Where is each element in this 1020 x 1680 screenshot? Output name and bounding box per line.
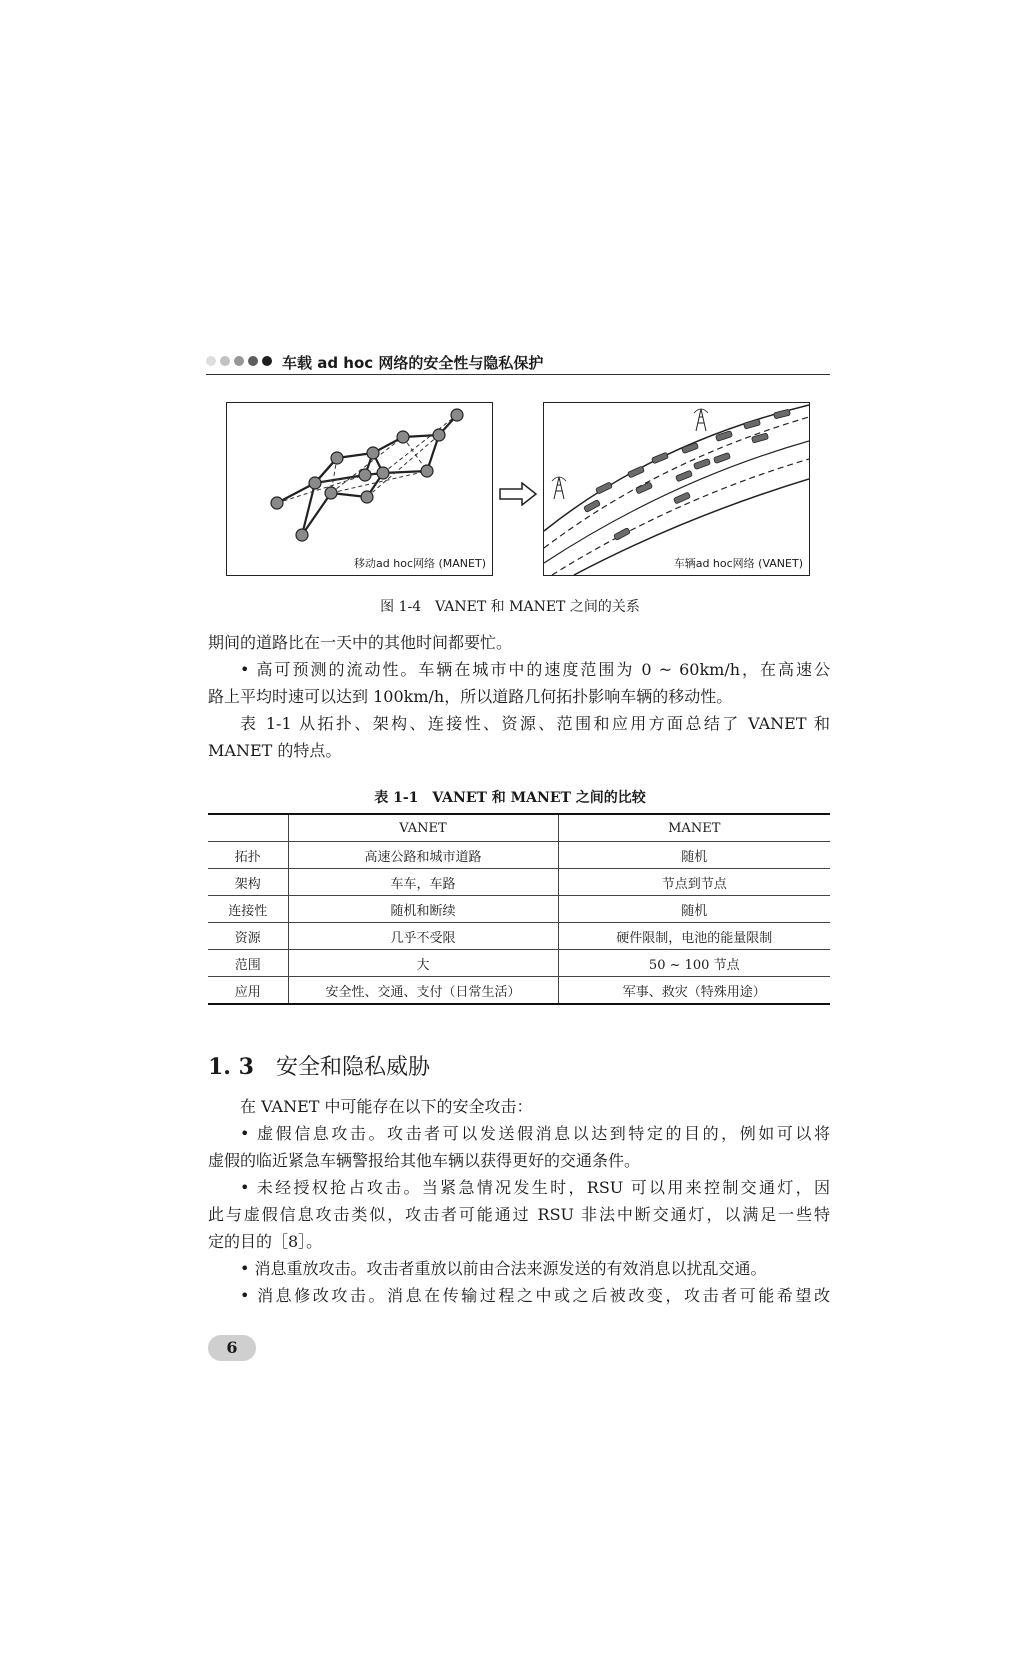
table-row bbox=[208, 950, 830, 977]
bullet-line: 路上平均时速可以达到 100km/h，所以道路几何拓扑影响车辆的移动性。 bbox=[208, 687, 733, 706]
bullet-line: 虚假的临近紧急车辆警报给其他车辆以获得更好的交通条件。 bbox=[208, 1151, 641, 1170]
section-title: 安全和隐私威胁 bbox=[275, 1055, 430, 1080]
vanet-road-illustration bbox=[544, 403, 809, 575]
table-header-cell: MANET bbox=[558, 814, 830, 842]
table-cell: 资源 bbox=[208, 923, 288, 950]
table-cell: 军事、救灾（特殊用途） bbox=[558, 977, 830, 1005]
bullet-line: • 消息修改攻击。消息在传输过程之中或之后被改变，攻击者可能希望改 bbox=[240, 1286, 830, 1305]
bullet-line: 定的目的［8］。 bbox=[208, 1232, 323, 1251]
header-title: 车载 ad hoc 网络的安全性与隐私保护 bbox=[282, 354, 544, 372]
header-dot bbox=[234, 356, 244, 366]
vanet-figure bbox=[543, 402, 810, 576]
table-cell: 范围 bbox=[208, 950, 288, 977]
table-header-cell bbox=[208, 814, 288, 842]
table-row bbox=[208, 842, 830, 869]
header-dot bbox=[262, 356, 272, 366]
header-dot bbox=[206, 356, 216, 366]
table-cell: 节点到节点 bbox=[558, 869, 830, 896]
bullet-line: • 未经授权抢占攻击。当紧急情况发生时，RSU 可以用来控制交通灯，因 bbox=[240, 1178, 830, 1197]
manet-network-illustration bbox=[227, 403, 492, 575]
table-header-cell: VANET bbox=[288, 814, 558, 842]
figure-caption: 图 1-4 VANET 和 MANET 之间的关系 bbox=[380, 599, 640, 615]
table-caption: 表 1-1 VANET 和 MANET 之间的比较 bbox=[374, 790, 646, 806]
table-cell: 应用 bbox=[208, 977, 288, 1005]
table-row bbox=[208, 977, 830, 1005]
paragraph: 在 VANET 中可能存在以下的安全攻击： bbox=[240, 1097, 533, 1116]
table-cell: 安全性、交通、支付（日常生活） bbox=[288, 977, 558, 1005]
bullet-line: 此与虚假信息攻击类似，攻击者可能通过 RSU 非法中断交通灯，以满足一些特 bbox=[208, 1205, 830, 1224]
paragraph: 期间的道路比在一天中的其他时间都要忙。 bbox=[208, 633, 513, 652]
right-arrow-icon bbox=[498, 482, 538, 506]
table-cell: 硬件限制，电池的能量限制 bbox=[558, 923, 830, 950]
paragraph-line: 表 1-1 从拓扑、架构、连接性、资源、范围和应用方面总结了 VANET 和 bbox=[240, 714, 830, 733]
bullet-line: • 虚假信息攻击。攻击者可以发送假消息以达到特定的目的，例如可以将 bbox=[240, 1124, 830, 1143]
table-cell: 几乎不受限 bbox=[288, 923, 558, 950]
table-cell: 随机和断续 bbox=[288, 896, 558, 923]
header-dot bbox=[248, 356, 258, 366]
manet-figure bbox=[226, 402, 493, 576]
table-row bbox=[208, 923, 830, 950]
table-cell: 车车，车路 bbox=[288, 869, 558, 896]
page-number: 6 bbox=[208, 1335, 256, 1361]
table-header-row bbox=[208, 814, 830, 842]
section-number: 1. 3 bbox=[208, 1054, 254, 1080]
table-cell: 50 ~ 100 节点 bbox=[558, 950, 830, 977]
bullet-line: • 高可预测的流动性。车辆在城市中的速度范围为 0 ~ 60km/h，在高速公 bbox=[240, 660, 830, 679]
table-cell: 随机 bbox=[558, 896, 830, 923]
table-cell: 高速公路和城市道路 bbox=[288, 842, 558, 869]
header-dots bbox=[206, 356, 272, 366]
running-header bbox=[206, 352, 830, 375]
vanet-label: 车辆ad hoc网络 (VANET) bbox=[673, 557, 803, 570]
table-cell: 连接性 bbox=[208, 896, 288, 923]
table-cell: 随机 bbox=[558, 842, 830, 869]
section-heading bbox=[208, 1050, 430, 1081]
table-row bbox=[208, 869, 830, 896]
header-dot bbox=[220, 356, 230, 366]
manet-label: 移动ad hoc网络 (MANET) bbox=[354, 557, 486, 570]
comparison-table bbox=[208, 813, 830, 1005]
table-row bbox=[208, 896, 830, 923]
table-cell: 拓扑 bbox=[208, 842, 288, 869]
table-cell: 大 bbox=[288, 950, 558, 977]
paragraph-line: MANET 的特点。 bbox=[208, 741, 342, 760]
bullet-line: • 消息重放攻击。攻击者重放以前由合法来源发送的有效消息以扰乱交通。 bbox=[240, 1259, 767, 1278]
table-cell: 架构 bbox=[208, 869, 288, 896]
